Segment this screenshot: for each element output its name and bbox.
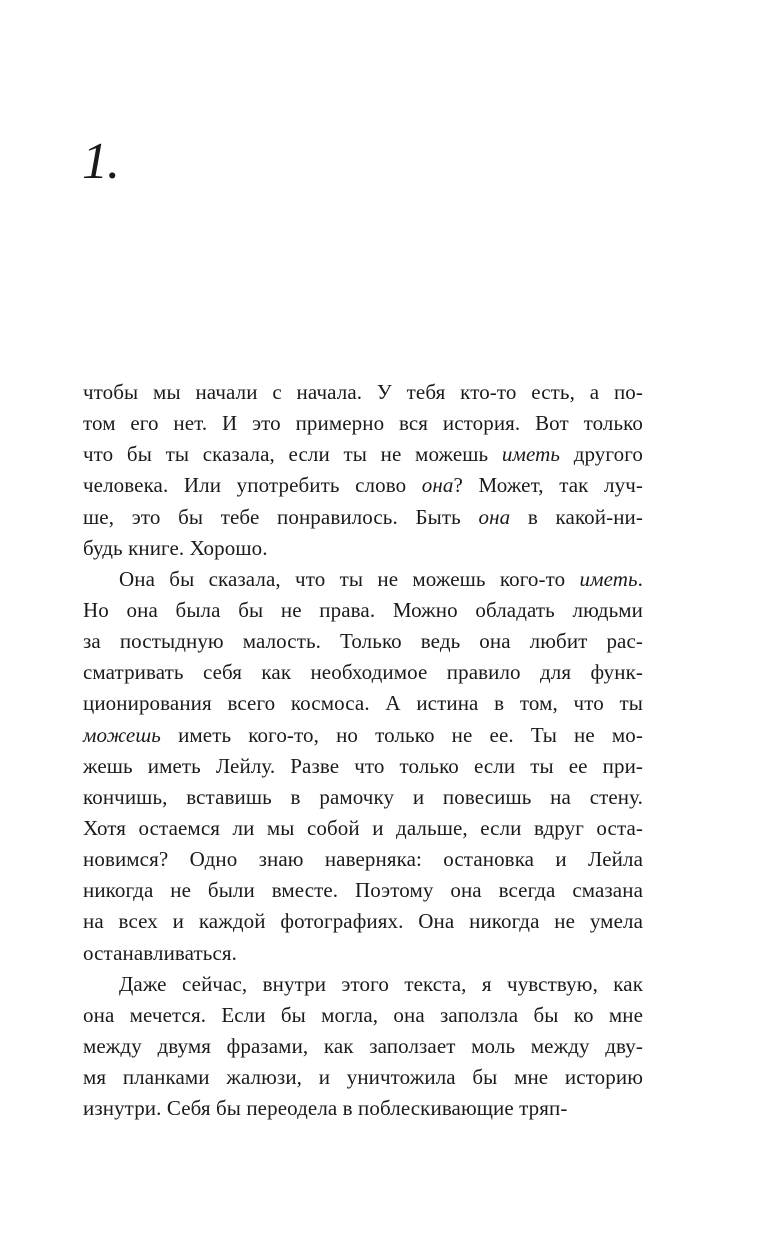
text-line <box>83 657 643 688</box>
text-line <box>83 1000 643 1031</box>
paragraph <box>83 969 643 1125</box>
text-segment: другого <box>560 442 643 467</box>
text-line <box>83 688 643 719</box>
text-segment: изнутри. Себя бы переодела в поблескивающие тряп- <box>83 1096 568 1121</box>
text-segment: иметь кого-то, но только не ее. Ты не мо- <box>160 722 643 747</box>
text-line <box>83 875 643 906</box>
text-segment: том его нет. И это примерно вся история. Вот только <box>83 411 643 436</box>
text-segment: Она бы сказала, что ты не можешь кого-то <box>119 566 580 591</box>
text-segment: она мечется. Если бы могла, она заползла бы ко мне <box>83 1002 643 1027</box>
text-segment: будь книге. Хорошо. <box>83 535 268 560</box>
text-line <box>83 906 643 937</box>
text-segment: на всех и каждой фотографиях. Она никогда не умела <box>83 909 643 934</box>
text-segment: жешь иметь Лейлу. Разве что только если ты ее при- <box>83 753 643 778</box>
body-text <box>83 377 643 1124</box>
text-line <box>83 377 643 408</box>
text-segment: что бы ты сказала, если ты не можешь <box>83 442 502 467</box>
text-segment: ционирования всего космоса. А истина в том, что ты <box>83 691 643 716</box>
text-line <box>83 595 643 626</box>
text-segment: чтобы мы начали с начала. У тебя кто-то есть, а по- <box>83 380 643 404</box>
text-segment: сматривать себя как необходимое правило для функ- <box>83 660 643 685</box>
text-line <box>83 1062 643 1093</box>
text-segment: Но она была бы не права. Можно обладать людьми <box>83 597 643 622</box>
text-line <box>83 1031 643 1062</box>
text-line <box>83 470 643 501</box>
paragraph <box>83 377 643 564</box>
text-line <box>83 751 643 782</box>
text-line <box>83 564 643 595</box>
text-segment: Хотя остаемся ли мы собой и дальше, если вдруг оста- <box>83 815 643 840</box>
text-segment: в какой-ни- <box>510 504 643 529</box>
text-segment: мя планками жалюзи, и уничтожила бы мне историю <box>83 1065 643 1090</box>
text-segment: никогда не были вместе. Поэтому она всегда смазана <box>83 878 643 903</box>
text-line <box>83 408 643 439</box>
text-line <box>83 938 643 969</box>
text-segment: останавливаться. <box>83 940 238 965</box>
text-line <box>83 844 643 875</box>
text-line <box>83 1093 643 1124</box>
text-segment: за постыдную малость. Только ведь она любит рас- <box>83 629 643 654</box>
text-segment: человека. Или употребить слово <box>83 473 422 498</box>
chapter-number: 1. <box>82 133 119 190</box>
text-line <box>83 813 643 844</box>
italic-word: можешь <box>83 722 161 747</box>
paragraph <box>83 564 643 969</box>
text-line <box>83 720 643 751</box>
text-segment: кончишь, вставишь в рамочку и повесишь на стену. <box>83 784 643 809</box>
italic-word: она <box>421 473 454 498</box>
text-line <box>83 439 643 470</box>
text-line <box>83 969 643 1000</box>
text-line <box>83 782 643 813</box>
italic-word: иметь <box>501 442 561 467</box>
text-line <box>83 502 643 533</box>
text-segment: ? Может, так луч- <box>453 473 643 498</box>
text-segment: Даже сейчас, внутри этого текста, я чувствую, как <box>119 971 643 996</box>
italic-word: иметь <box>579 566 638 591</box>
text-line <box>83 533 643 564</box>
text-line <box>83 626 643 657</box>
text-segment: между двумя фразами, как заползает моль между дву- <box>83 1033 643 1058</box>
text-segment: новимся? Одно знаю наверняка: остановка и Лейла <box>83 847 643 872</box>
text-segment: . <box>637 566 643 591</box>
text-segment: ше, это бы тебе понравилось. Быть <box>83 504 479 529</box>
italic-word: она <box>478 504 511 529</box>
